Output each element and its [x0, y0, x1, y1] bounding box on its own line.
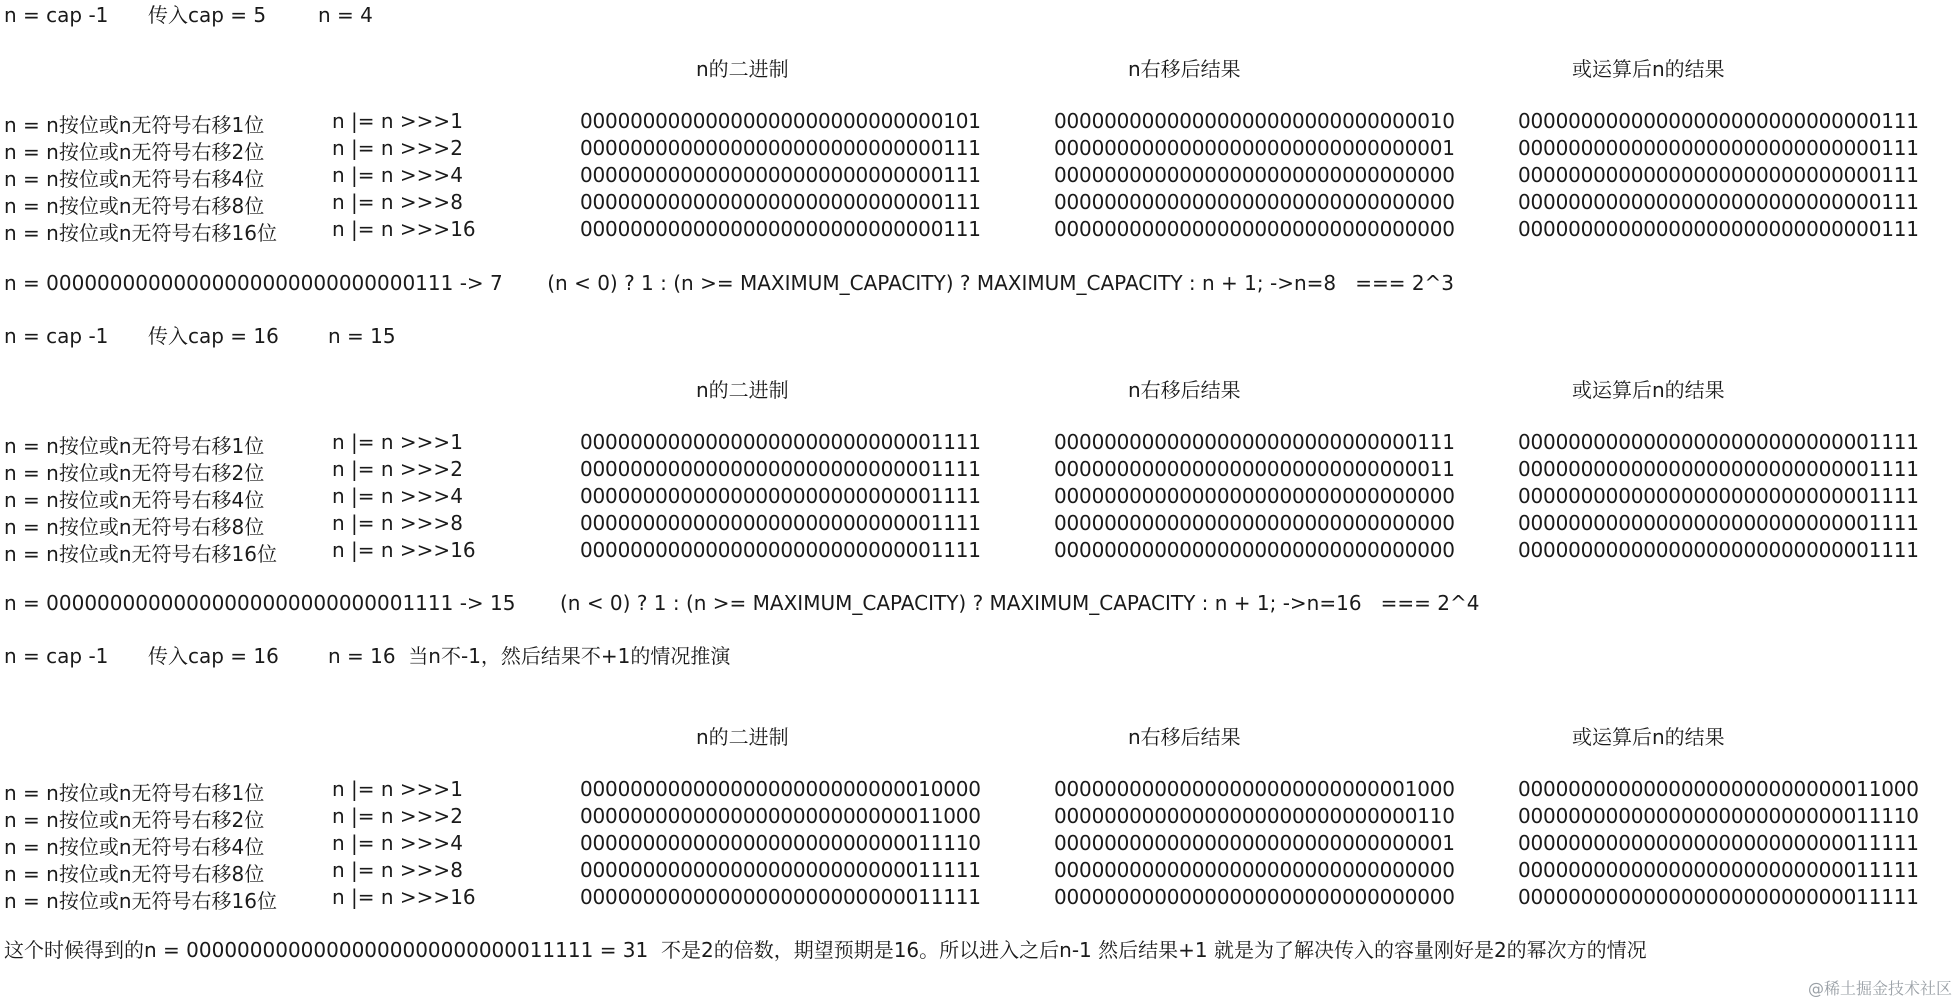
row-shift: 00000000000000000000000000000111: [1054, 430, 1455, 454]
row-op: n |= n >>>4: [332, 831, 463, 855]
header-or: 或运算后n的结果: [1572, 57, 1725, 81]
section-3-intro-b: 传入cap = 16: [148, 644, 279, 668]
row-or: 00000000000000000000000000000111: [1518, 109, 1919, 133]
row-op: n |= n >>>16: [332, 217, 476, 241]
row-binary: 00000000000000000000000000000111: [580, 163, 981, 187]
row-op: n |= n >>>1: [332, 430, 463, 454]
row-desc: n = n按位或n无符号右移2位: [4, 461, 265, 485]
row-shift: 00000000000000000000000000000000: [1054, 163, 1455, 187]
row-or: 00000000000000000000000000011000: [1518, 777, 1919, 801]
row-binary: 00000000000000000000000000000111: [580, 190, 981, 214]
row-desc: n = n按位或n无符号右移16位: [4, 221, 277, 245]
row-or: 00000000000000000000000000001111: [1518, 538, 1919, 562]
header-shift: n右移后结果: [1128, 725, 1241, 749]
row-binary: 00000000000000000000000000010000: [580, 777, 981, 801]
row-desc: n = n按位或n无符号右移8位: [4, 515, 265, 539]
row-or: 00000000000000000000000000000111: [1518, 190, 1919, 214]
row-binary: 00000000000000000000000000001111: [580, 430, 981, 454]
row-shift: 00000000000000000000000000000001: [1054, 136, 1455, 160]
row-binary: 00000000000000000000000000001111: [580, 484, 981, 508]
row-op: n |= n >>>8: [332, 190, 463, 214]
row-shift: 00000000000000000000000000000110: [1054, 804, 1455, 828]
row-desc: n = n按位或n无符号右移1位: [4, 781, 265, 805]
row-op: n |= n >>>1: [332, 109, 463, 133]
row-desc: n = n按位或n无符号右移4位: [4, 167, 265, 191]
row-desc: n = n按位或n无符号右移8位: [4, 194, 265, 218]
section-3-intro-c: n = 16 当n不-1，然后结果不+1的情况推演: [328, 644, 731, 668]
row-shift: 00000000000000000000000000000000: [1054, 538, 1455, 562]
row-binary: 00000000000000000000000000000101: [580, 109, 981, 133]
row-or: 00000000000000000000000000001111: [1518, 457, 1919, 481]
row-desc: n = n按位或n无符号右移2位: [4, 140, 265, 164]
row-or: 00000000000000000000000000000111: [1518, 163, 1919, 187]
row-or: 00000000000000000000000000011111: [1518, 885, 1919, 909]
row-or: 00000000000000000000000000011111: [1518, 858, 1919, 882]
row-op: n |= n >>>2: [332, 457, 463, 481]
row-desc: n = n按位或n无符号右移1位: [4, 434, 265, 458]
row-op: n |= n >>>8: [332, 511, 463, 535]
row-or: 00000000000000000000000000000111: [1518, 136, 1919, 160]
table-row: [0, 858, 1960, 884]
table-row: [0, 831, 1960, 857]
row-shift: 00000000000000000000000000000010: [1054, 109, 1455, 133]
header-shift: n右移后结果: [1128, 57, 1241, 81]
row-or: 00000000000000000000000000011110: [1518, 804, 1919, 828]
row-desc: n = n按位或n无符号右移2位: [4, 808, 265, 832]
row-shift: 00000000000000000000000000000000: [1054, 885, 1455, 909]
table-row: [0, 136, 1960, 162]
row-op: n |= n >>>2: [332, 136, 463, 160]
table-row: [0, 804, 1960, 830]
section-2-intro-b: 传入cap = 16: [148, 324, 279, 348]
section-2-result: n = 00000000000000000000000000001111 -> 15 (n < 0) ? 1 : (n >= MAXIMUM_CAPACITY) ? MAXIMUM_CAPACITY : n + 1; ->n=16 === 2^4: [4, 591, 1480, 615]
header-binary: n的二进制: [696, 57, 789, 81]
row-desc: n = n按位或n无符号右移16位: [4, 889, 277, 913]
row-binary: 00000000000000000000000000001111: [580, 538, 981, 562]
row-binary: 00000000000000000000000000001111: [580, 457, 981, 481]
section-3-intro-a: n = cap -1: [4, 644, 109, 668]
table-row: [0, 109, 1960, 135]
table-row: [0, 885, 1960, 911]
row-op: n |= n >>>16: [332, 885, 476, 909]
row-or: 00000000000000000000000000001111: [1518, 430, 1919, 454]
row-binary: 00000000000000000000000000011000: [580, 804, 981, 828]
watermark: @稀土掘金技术社区: [1807, 979, 1952, 998]
row-binary: 00000000000000000000000000011110: [580, 831, 981, 855]
row-desc: n = n按位或n无符号右移4位: [4, 835, 265, 859]
table-row: [0, 777, 1960, 803]
row-shift: 00000000000000000000000000000000: [1054, 511, 1455, 535]
header-shift: n右移后结果: [1128, 378, 1241, 402]
header-binary: n的二进制: [696, 378, 789, 402]
section-1-intro-c: n = 4: [318, 3, 373, 27]
row-op: n |= n >>>16: [332, 538, 476, 562]
row-op: n |= n >>>8: [332, 858, 463, 882]
row-desc: n = n按位或n无符号右移16位: [4, 542, 277, 566]
section-1-intro-b: 传入cap = 5: [148, 3, 267, 27]
table-row: [0, 163, 1960, 189]
section-2-intro-a: n = cap -1: [4, 324, 109, 348]
row-or: 00000000000000000000000000001111: [1518, 484, 1919, 508]
row-binary: 00000000000000000000000000011111: [580, 858, 981, 882]
row-shift: 00000000000000000000000000000000: [1054, 190, 1455, 214]
header-or: 或运算后n的结果: [1572, 725, 1725, 749]
row-or: 00000000000000000000000000011111: [1518, 831, 1919, 855]
section-3-result: 这个时候得到的n = 00000000000000000000000000011111 = 31 不是2的倍数，期望预期是16。所以进入之后n-1 然后结果+1 就是为了解决传入的容量刚好是2的幂次方的情况: [4, 938, 1647, 962]
table-row: [0, 217, 1960, 243]
row-desc: n = n按位或n无符号右移1位: [4, 113, 265, 137]
row-binary: 00000000000000000000000000000111: [580, 136, 981, 160]
table-row: [0, 484, 1960, 510]
row-shift: 00000000000000000000000000000000: [1054, 858, 1455, 882]
row-or: 00000000000000000000000000000111: [1518, 217, 1919, 241]
table-row: [0, 190, 1960, 216]
table-row: [0, 511, 1960, 537]
row-op: n |= n >>>4: [332, 163, 463, 187]
row-shift: 00000000000000000000000000000001: [1054, 831, 1455, 855]
row-op: n |= n >>>4: [332, 484, 463, 508]
row-op: n |= n >>>1: [332, 777, 463, 801]
table-row: [0, 430, 1960, 456]
row-desc: n = n按位或n无符号右移4位: [4, 488, 265, 512]
section-1-result: n = 00000000000000000000000000000111 -> 7 (n < 0) ? 1 : (n >= MAXIMUM_CAPACITY) ? MAXIMUM_CAPACITY : n + 1; ->n=8 === 2^3: [4, 271, 1455, 295]
section-1-intro-a: n = cap -1: [4, 3, 109, 27]
row-shift: 00000000000000000000000000000000: [1054, 217, 1455, 241]
row-desc: n = n按位或n无符号右移8位: [4, 862, 265, 886]
row-binary: 00000000000000000000000000000111: [580, 217, 981, 241]
header-or: 或运算后n的结果: [1572, 378, 1725, 402]
row-shift: 00000000000000000000000000000011: [1054, 457, 1455, 481]
row-binary: 00000000000000000000000000001111: [580, 511, 981, 535]
header-binary: n的二进制: [696, 725, 789, 749]
row-op: n |= n >>>2: [332, 804, 463, 828]
row-shift: 00000000000000000000000000000000: [1054, 484, 1455, 508]
table-row: [0, 457, 1960, 483]
row-or: 00000000000000000000000000001111: [1518, 511, 1919, 535]
table-row: [0, 538, 1960, 564]
row-shift: 00000000000000000000000000001000: [1054, 777, 1455, 801]
section-2-intro-c: n = 15: [328, 324, 396, 348]
row-binary: 00000000000000000000000000011111: [580, 885, 981, 909]
